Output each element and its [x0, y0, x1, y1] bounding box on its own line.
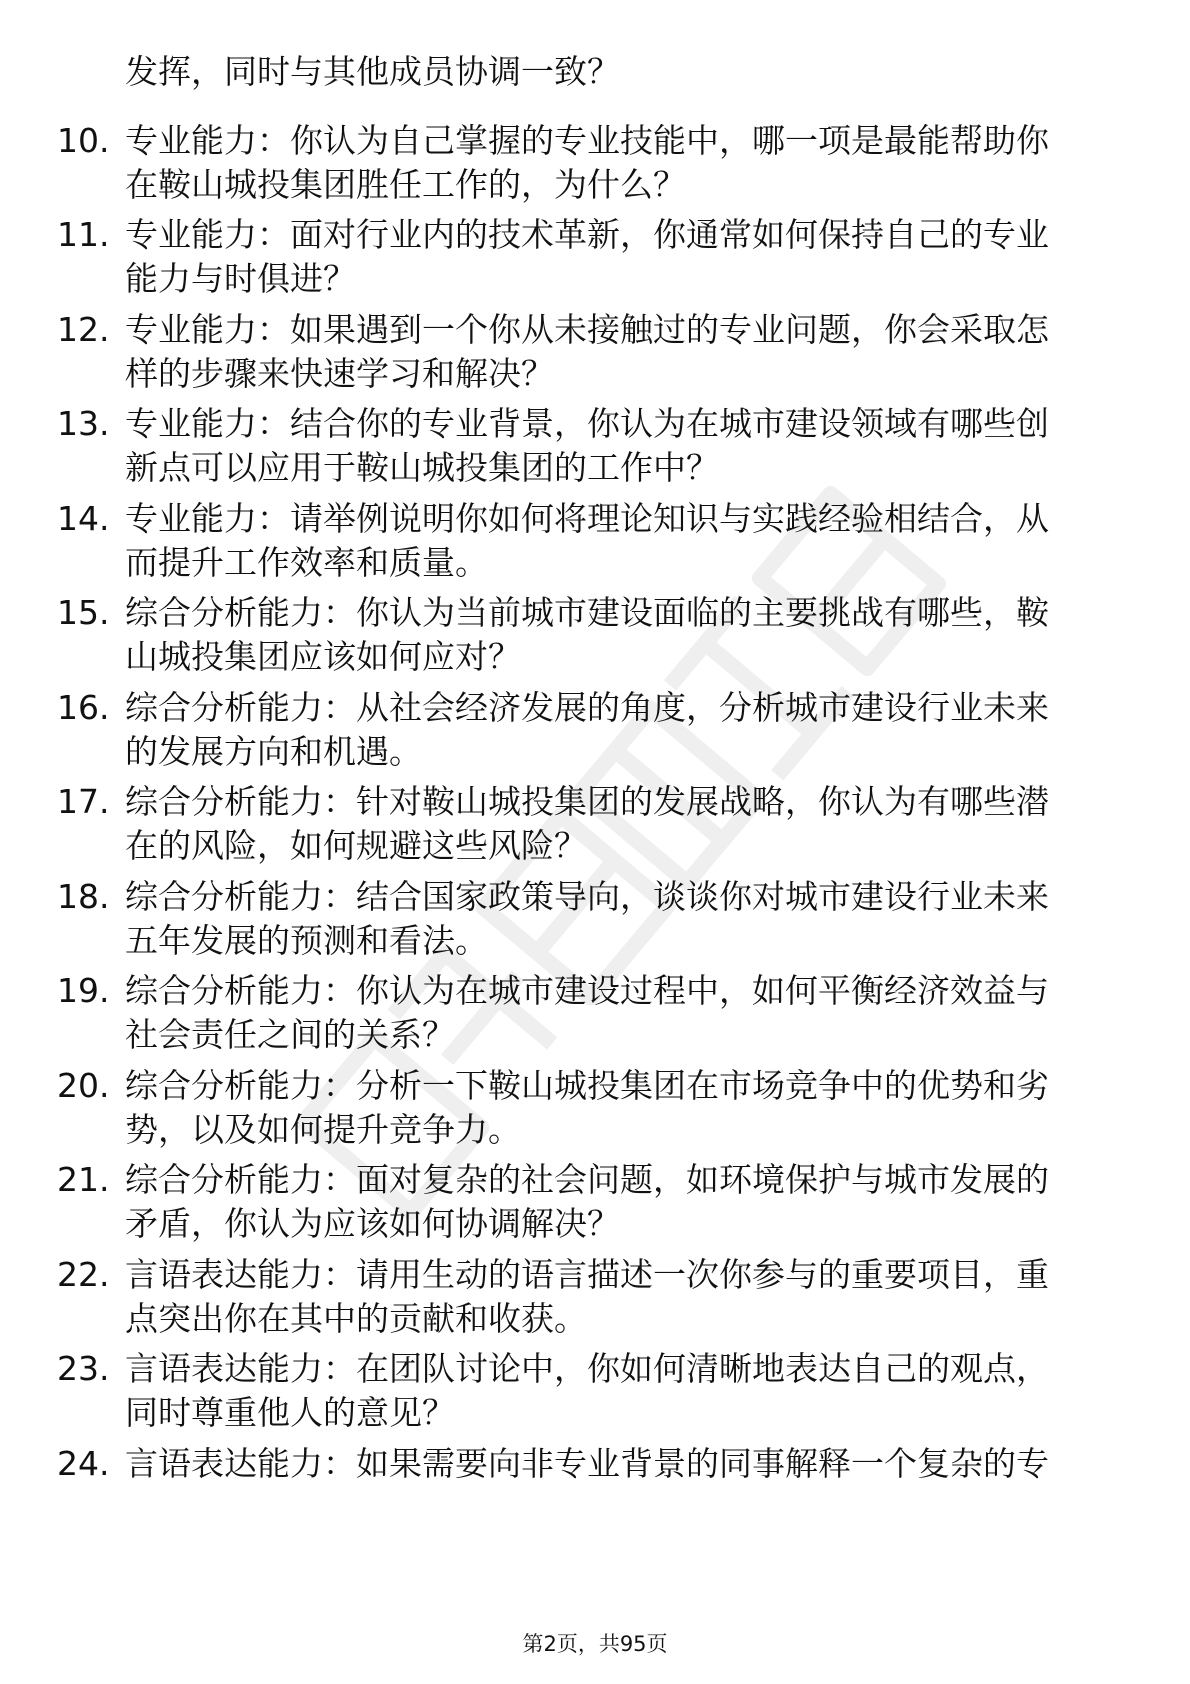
item-text-line: 矛盾，你认为应该如何协调解决？: [125, 1204, 620, 1243]
list-item: [0, 778, 1190, 874]
item-text-line: 综合分析能力：你认为当前城市建设面临的主要挑战有哪些，鞍: [125, 593, 1049, 632]
item-text-line: 言语表达能力：如果需要向非专业背景的同事解释一个复杂的专: [125, 1444, 1049, 1483]
item-text-line: 在的风险，如何规避这些风险？: [125, 826, 587, 865]
item-text-line: 点突出你在其中的贡献和收获。: [125, 1299, 587, 1338]
item-text-line: 专业能力：结合你的专业背景，你认为在城市建设领域有哪些创: [125, 404, 1049, 443]
item-number: 13.: [57, 404, 110, 443]
list-item: [0, 589, 1190, 685]
item-number: 22.: [57, 1255, 110, 1294]
item-number: 20.: [57, 1066, 110, 1105]
item-number: 24.: [57, 1444, 110, 1483]
item-text-line: 山城投集团应该如何应对？: [125, 637, 521, 676]
list-item: [0, 1251, 1190, 1347]
item-text-line: 而提升工作效率和质量。: [125, 543, 488, 582]
item-number: 18.: [57, 877, 110, 916]
item-number: 15.: [57, 593, 110, 632]
page-number-footer: 第2页，共95页: [522, 1632, 668, 1656]
item-number: 23.: [57, 1349, 110, 1388]
item-text-line: 同时尊重他人的意见？: [125, 1393, 455, 1432]
item-number: 21.: [57, 1160, 110, 1199]
item-number: 14.: [57, 499, 110, 538]
item-text-line: 专业能力：请举例说明你如何将理论知识与实践经验相结合，从: [125, 499, 1049, 538]
item-text-line: 专业能力：你认为自己掌握的专业技能中，哪一项是最能帮助你: [125, 121, 1049, 160]
list-item: [0, 1440, 1190, 1536]
continued-text: 发挥，同时与其他成员协调一致？: [125, 52, 620, 91]
item-text-line: 综合分析能力：针对鞍山城投集团的发展战略，你认为有哪些潜: [125, 782, 1049, 821]
list-item: [0, 117, 1190, 213]
item-text-line: 综合分析能力：你认为在城市建设过程中，如何平衡经济效益与: [125, 971, 1049, 1010]
item-text-line: 专业能力：如果遇到一个你从未接触过的专业问题，你会采取怎: [125, 310, 1049, 349]
item-text-line: 专业能力：面对行业内的技术革新，你通常如何保持自己的专业: [125, 215, 1049, 254]
item-number: 11.: [57, 215, 110, 254]
item-text-line: 在鞍山城投集团胜任工作的，为什么？: [125, 165, 686, 204]
item-text-line: 言语表达能力：请用生动的语言描述一次你参与的重要项目，重: [125, 1255, 1049, 1294]
item-text-line: 综合分析能力：结合国家政策导向，谈谈你对城市建设行业未来: [125, 877, 1049, 916]
item-text-line: 五年发展的预测和看法。: [125, 921, 488, 960]
item-text-line: 的发展方向和机遇。: [125, 732, 422, 771]
list-item: [0, 1062, 1190, 1158]
item-text-line: 综合分析能力：面对复杂的社会问题，如环境保护与城市发展的: [125, 1160, 1049, 1199]
list-item: [0, 400, 1190, 496]
list-item: [0, 873, 1190, 969]
list-item: [0, 967, 1190, 1063]
list-item: [0, 1156, 1190, 1252]
item-text-line: 能力与时俱进？: [125, 259, 356, 298]
list-item: [0, 495, 1190, 591]
item-text-line: 言语表达能力：在团队讨论中，你如何清晰地表达自己的观点，: [125, 1349, 1049, 1388]
list-item: [0, 306, 1190, 402]
item-text-line: 新点可以应用于鞍山城投集团的工作中？: [125, 448, 719, 487]
item-text-line: 样的步骤来快速学习和解决？: [125, 354, 554, 393]
list-item: [0, 684, 1190, 780]
item-number: 19.: [57, 971, 110, 1010]
item-number: 12.: [57, 310, 110, 349]
list-item: [0, 211, 1190, 307]
item-text-line: 综合分析能力：从社会经济发展的角度，分析城市建设行业未来: [125, 688, 1049, 727]
item-number: 10.: [57, 121, 110, 160]
list-item: [0, 1345, 1190, 1441]
item-text-line: 势，以及如何提升竞争力。: [125, 1110, 521, 1149]
item-text-line: 社会责任之间的关系？: [125, 1015, 455, 1054]
item-number: 16.: [57, 688, 110, 727]
item-text-line: 综合分析能力：分析一下鞍山城投集团在市场竞争中的优势和劣: [125, 1066, 1049, 1105]
item-number: 17.: [57, 782, 110, 821]
